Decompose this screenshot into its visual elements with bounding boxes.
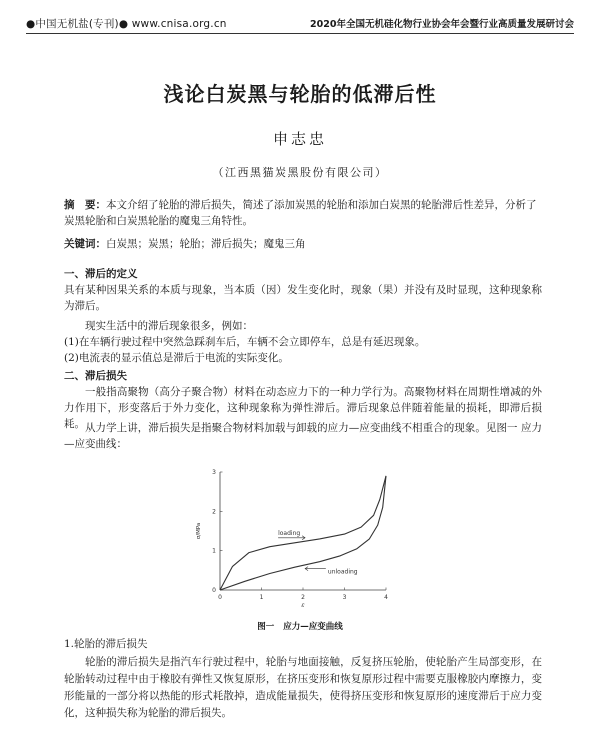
keywords — [64, 236, 542, 252]
section-1-item-1: (1)在车辆行驶过程中突然急踩刹车后，车辆不会立即停车，总是有延迟现象。 — [64, 336, 426, 348]
section-1-heading: 一、滞后的定义 — [64, 268, 138, 280]
keywords-label: 关键词： — [64, 238, 106, 250]
paper-title: 浅论白炭黑与轮胎的低滞后性 — [163, 82, 437, 106]
header-journal: ●中国无机盐(专刊)● www.cnisa.org.cn — [26, 18, 227, 30]
x-tick-label: 2 — [301, 594, 305, 601]
keywords-text: 白炭黑；炭黑；轮胎；滞后损失；魔鬼三角 — [106, 238, 306, 250]
abstract-label: 摘 要： — [64, 199, 106, 211]
x-axis-label: ε — [301, 602, 305, 609]
y-axis-label: σ/MPa — [196, 522, 202, 540]
section-3-para-1: 轮胎的滞后损失是指汽车行驶过程中，轮胎与地面接触，反复挤压轮胎，使轮胎产生局部变形，在轮胎转动过程中由于橡胶有弹性又恢复原形，在挤压变形和恢复原形过程中需要克服橡胶内摩擦力，变形能量的一部分将以热能的形式耗散掉，造成能量损失，使得挤压变形和恢复原形的速度滞后于应力变化，这种损失称为轮胎的滞后损失。 — [64, 656, 542, 719]
y-tick-label: 0 — [212, 587, 216, 594]
section-3-heading: 1.轮胎的滞后损失 — [64, 638, 148, 650]
unloading-arrow — [305, 567, 326, 571]
header-rule — [26, 33, 574, 34]
series-line-loading — [220, 476, 386, 590]
figure-caption — [0, 620, 600, 632]
section-2-para-2: 从力学上讲，滞后损失是指聚合物材料加载与卸载的应力—应变曲线不相重合的现象。见图一 应力—应变曲线： — [64, 422, 542, 450]
x-tick-label: 4 — [384, 594, 388, 601]
header-conference: 2020年全国无机硅化物行业协会年会暨行业高质量发展研讨会 — [310, 19, 574, 30]
series-label-unloading: unloading — [327, 568, 358, 576]
y-tick-label: 3 — [212, 469, 216, 476]
section-1-para-1: 具有某种因果关系的本质与现象，当本质（因）发生变化时，现象（果）并没有及时显现，这种现象称为滞后。 — [64, 284, 542, 312]
section-1-item-2: (2)电流表的显示值总是滞后于电流的实际变化。 — [64, 352, 289, 364]
stress-strain-chart — [186, 462, 406, 612]
running-header — [26, 14, 574, 32]
section-1-para-2: 现实生活中的滞后现象很多，例如： — [85, 320, 253, 332]
abstract — [64, 197, 542, 229]
author-affiliation: （江西黑猫炭黑股份有限公司） — [212, 166, 388, 179]
y-tick-label: 1 — [212, 547, 216, 555]
x-tick-label: 3 — [342, 594, 347, 601]
section-2-para-1: 一般指高聚物（高分子聚合物）材料在动态应力下的一种力学行为。高聚物材料在周期性增减的外力作用下，形变落后于外力变化，这种现象称为弹性滞后。滞后现象总伴随着能量的损耗，即滞后损耗。 — [64, 386, 542, 430]
abstract-text: 本文介绍了轮胎的滞后损失，简述了添加炭黑的轮胎和添加白炭黑的轮胎滞后性差异，分析了炭黑轮胎和白炭黑轮胎的魔鬼三角特性。 — [64, 199, 537, 227]
figure-caption-text: 应力—应变曲线 — [283, 622, 343, 632]
series-line-unloading — [220, 476, 386, 590]
series-label-loading: loading — [278, 529, 301, 537]
x-tick-label: 1 — [259, 594, 264, 601]
figure-caption-number: 图一 — [257, 622, 275, 632]
y-tick-label: 2 — [212, 508, 216, 516]
section-2-heading: 二、滞后损失 — [64, 370, 127, 382]
author-name: 申志忠 — [272, 130, 327, 148]
x-tick-label: 0 — [218, 594, 222, 601]
